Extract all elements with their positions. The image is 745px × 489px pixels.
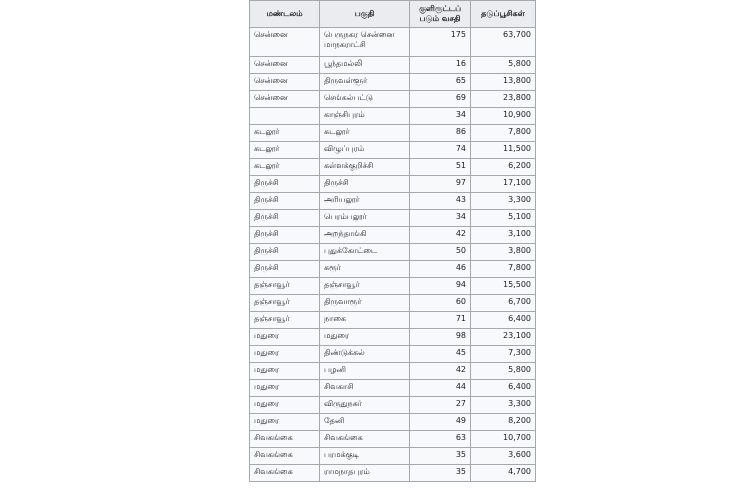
- table-row: [250, 159, 536, 176]
- zone-cell: கடலூர்: [250, 159, 320, 176]
- vaccine-count-cell: 10,700: [471, 431, 536, 448]
- cold-storage-cell: 43: [410, 193, 471, 210]
- area-cell: பரமக்குடி: [320, 448, 410, 465]
- cold-storage-cell: 69: [410, 91, 471, 108]
- cold-storage-cell: 60: [410, 295, 471, 312]
- cold-storage-cell: 42: [410, 227, 471, 244]
- zone-cell: சென்னை: [250, 57, 320, 74]
- area-cell: அறந்தாங்கி: [320, 227, 410, 244]
- zone-cell: கடலூர்: [250, 142, 320, 159]
- zone-cell: மதுரை: [250, 363, 320, 380]
- zone-cell: தஞ்சாவூர்: [250, 312, 320, 329]
- area-cell: ராமநாதபுரம்: [320, 465, 410, 482]
- table-row: [250, 448, 536, 465]
- area-cell: கடலூர்: [320, 125, 410, 142]
- table-row: [250, 380, 536, 397]
- area-cell: திருவாரூர்: [320, 295, 410, 312]
- cold-storage-cell: 51: [410, 159, 471, 176]
- vaccine-count-cell: 6,200: [471, 159, 536, 176]
- area-cell: பழனி: [320, 363, 410, 380]
- table-row: [250, 125, 536, 142]
- area-cell: புதுக்கோட்டை: [320, 244, 410, 261]
- table-row: [250, 28, 536, 57]
- vaccine-count-cell: 13,800: [471, 74, 536, 91]
- zone-cell: திருச்சி: [250, 261, 320, 278]
- cold-storage-cell: 97: [410, 176, 471, 193]
- vaccine-count-cell: 6,700: [471, 295, 536, 312]
- cold-storage-cell: 94: [410, 278, 471, 295]
- table-row: [250, 329, 536, 346]
- area-cell: பெருநகர சென்னை மாநகராட்சி: [320, 28, 410, 57]
- zone-cell: திருச்சி: [250, 244, 320, 261]
- vaccine-storage-table: [249, 0, 536, 482]
- vaccine-count-cell: 7,300: [471, 346, 536, 363]
- cold-storage-cell: 44: [410, 380, 471, 397]
- zone-cell: சென்னை: [250, 91, 320, 108]
- area-cell: பூந்தமல்லி: [320, 57, 410, 74]
- zone-cell: திருச்சி: [250, 227, 320, 244]
- zone-cell: சிவகங்கை: [250, 431, 320, 448]
- cold-storage-cell: 86: [410, 125, 471, 142]
- cold-storage-cell: 74: [410, 142, 471, 159]
- zone-cell: திருச்சி: [250, 176, 320, 193]
- area-cell: நாகை: [320, 312, 410, 329]
- table-row: [250, 465, 536, 482]
- area-cell: திருவள்ளூர்: [320, 74, 410, 91]
- vaccine-count-cell: 3,600: [471, 448, 536, 465]
- vaccine-count-cell: 10,900: [471, 108, 536, 125]
- zone-cell: மதுரை: [250, 380, 320, 397]
- vaccine-count-cell: 7,800: [471, 261, 536, 278]
- cold-storage-cell: 49: [410, 414, 471, 431]
- vaccine-count-cell: 17,100: [471, 176, 536, 193]
- vaccine-count-cell: 7,800: [471, 125, 536, 142]
- area-cell: திருச்சி: [320, 176, 410, 193]
- table-row: [250, 57, 536, 74]
- header-vaccines: தடுப்பூசிகள்: [471, 1, 536, 28]
- table-row: [250, 108, 536, 125]
- table-row: [250, 227, 536, 244]
- zone-cell: சென்னை: [250, 28, 320, 57]
- cold-storage-cell: 45: [410, 346, 471, 363]
- table-row: [250, 176, 536, 193]
- vaccine-count-cell: 5,100: [471, 210, 536, 227]
- cold-storage-cell: 98: [410, 329, 471, 346]
- vaccine-count-cell: 6,400: [471, 380, 536, 397]
- zone-cell: மதுரை: [250, 397, 320, 414]
- area-cell: திண்டுக்கல்: [320, 346, 410, 363]
- cold-storage-cell: 34: [410, 108, 471, 125]
- vaccine-count-cell: 23,100: [471, 329, 536, 346]
- zone-cell: தஞ்சாவூர்: [250, 278, 320, 295]
- area-cell: தஞ்சாவூர்: [320, 278, 410, 295]
- vaccine-count-cell: 63,700: [471, 28, 536, 57]
- vaccine-count-cell: 15,500: [471, 278, 536, 295]
- area-cell: விழுப்புரம்: [320, 142, 410, 159]
- area-cell: கரூர்: [320, 261, 410, 278]
- zone-cell: சிவகங்கை: [250, 448, 320, 465]
- zone-cell: கடலூர்: [250, 125, 320, 142]
- cold-storage-cell: 16: [410, 57, 471, 74]
- vaccine-count-cell: 3,300: [471, 193, 536, 210]
- zone-cell: திருச்சி: [250, 210, 320, 227]
- vaccine-count-cell: 8,200: [471, 414, 536, 431]
- table-row: [250, 244, 536, 261]
- table-row: [250, 363, 536, 380]
- cold-storage-cell: 71: [410, 312, 471, 329]
- table-row: [250, 261, 536, 278]
- area-cell: பெரம்பலூர்: [320, 210, 410, 227]
- area-cell: கள்ளக்குறிச்சி: [320, 159, 410, 176]
- area-cell: விருதுநகர்: [320, 397, 410, 414]
- area-cell: காஞ்சிபுரம்: [320, 108, 410, 125]
- vaccine-count-cell: 5,800: [471, 57, 536, 74]
- header-area: பகுதி: [320, 1, 410, 28]
- table-row: [250, 312, 536, 329]
- header-row: [250, 1, 536, 28]
- area-cell: அரியலூர்: [320, 193, 410, 210]
- table-row: [250, 210, 536, 227]
- cold-storage-cell: 42: [410, 363, 471, 380]
- table-row: [250, 346, 536, 363]
- header-zone: மண்டலம்: [250, 1, 320, 28]
- vaccine-count-cell: 3,300: [471, 397, 536, 414]
- cold-storage-cell: 34: [410, 210, 471, 227]
- vaccine-count-cell: 5,800: [471, 363, 536, 380]
- area-cell: தேனி: [320, 414, 410, 431]
- table-row: [250, 295, 536, 312]
- cold-storage-cell: 35: [410, 448, 471, 465]
- table-row: [250, 397, 536, 414]
- table-row: [250, 193, 536, 210]
- vaccine-count-cell: 3,800: [471, 244, 536, 261]
- zone-cell: மதுரை: [250, 346, 320, 363]
- table-row: [250, 414, 536, 431]
- zone-cell: தஞ்சாவூர்: [250, 295, 320, 312]
- vaccine-count-cell: 3,100: [471, 227, 536, 244]
- vaccine-count-cell: 11,500: [471, 142, 536, 159]
- cold-storage-cell: 27: [410, 397, 471, 414]
- cold-storage-cell: 63: [410, 431, 471, 448]
- zone-cell: [250, 108, 320, 125]
- header-cold-storage: குளிரூட்டப் படும் வசதி: [410, 1, 471, 28]
- vaccine-count-cell: 23,800: [471, 91, 536, 108]
- cold-storage-cell: 175: [410, 28, 471, 57]
- table-row: [250, 142, 536, 159]
- table-row: [250, 91, 536, 108]
- area-cell: சிவகங்கை: [320, 431, 410, 448]
- area-cell: சிவகாசி: [320, 380, 410, 397]
- table-row: [250, 74, 536, 91]
- cold-storage-cell: 65: [410, 74, 471, 91]
- area-cell: மதுரை: [320, 329, 410, 346]
- vaccine-count-cell: 4,700: [471, 465, 536, 482]
- cold-storage-cell: 50: [410, 244, 471, 261]
- zone-cell: மதுரை: [250, 329, 320, 346]
- table-row: [250, 278, 536, 295]
- zone-cell: திருச்சி: [250, 193, 320, 210]
- vaccine-count-cell: 6,400: [471, 312, 536, 329]
- cold-storage-cell: 46: [410, 261, 471, 278]
- zone-cell: மதுரை: [250, 414, 320, 431]
- zone-cell: சென்னை: [250, 74, 320, 91]
- table-row: [250, 431, 536, 448]
- cold-storage-cell: 35: [410, 465, 471, 482]
- zone-cell: சிவகங்கை: [250, 465, 320, 482]
- area-cell: செங்கல்பட்டு: [320, 91, 410, 108]
- data-table-container: [249, 0, 535, 482]
